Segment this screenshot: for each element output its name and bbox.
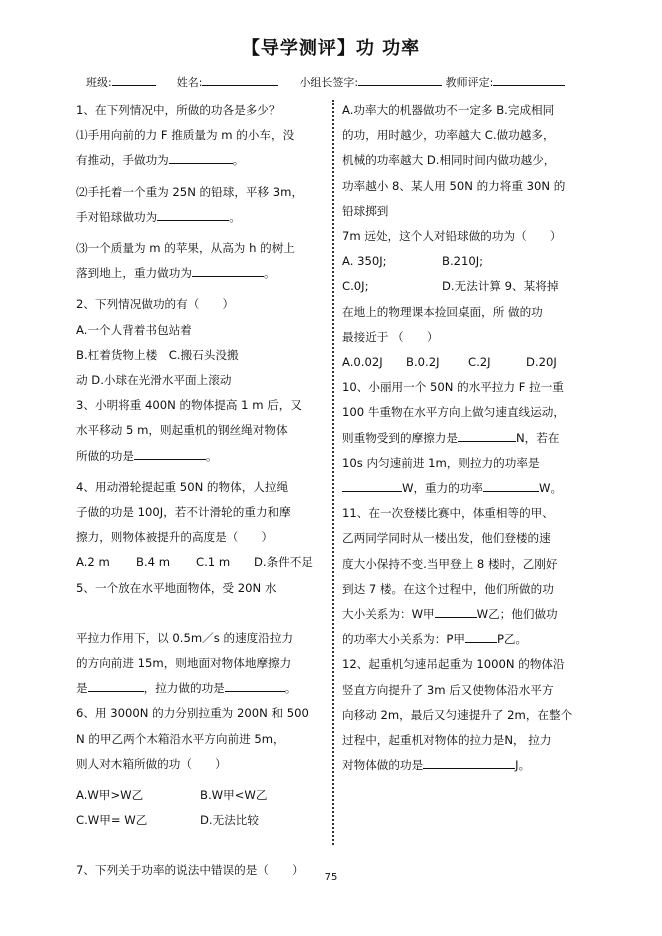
question-2: 2、下列情况做功的有（ ） — [76, 297, 235, 312]
q2-option-d: 动 D.小球在光滑水平面上滚动 — [76, 373, 232, 388]
teacher-label: 教师评定: — [445, 76, 494, 89]
q7-q8-line: 功率越小 8、某人用 50N 的力将重 30N 的 — [342, 178, 566, 193]
q1-part3-line1: ⑶一个质量为 m 的苹果，从高为 h 的树上 — [76, 241, 295, 256]
answer-blank[interactable] — [483, 479, 539, 492]
leader-blank[interactable] — [358, 74, 442, 86]
q2-option-bc: B.杠着货物上楼 C.搬石头没搬 — [76, 347, 239, 362]
q6-options-ab: A.W甲>W乙 B.W甲<W乙 — [76, 788, 268, 803]
q7-options-line1: A.功率大的机器做功不一定多 B.完成相同 — [342, 103, 555, 117]
answer-blank[interactable] — [342, 479, 402, 492]
q2-option-a: A.一个人背着书包站着 — [76, 322, 192, 337]
question-4-line2: 子做的功是 100J，若不计滑轮的重力和摩 — [76, 505, 291, 520]
question-11-line4: 到达 7 楼。在这个过程中，他们所做的功 — [342, 581, 554, 596]
header-info-row — [86, 74, 566, 90]
q1-part1-line1: ⑴手用向前的力 F 推质量为 m 的小车，没 — [76, 128, 295, 143]
q9-options: A.0.02J B.0.2J C.2J D.20J — [342, 355, 557, 370]
q8-line2: 铅球掷到 — [342, 203, 389, 218]
question-1: 1、在下列情况中，所做的功各是多少？ — [76, 103, 281, 117]
question-5-line2: 平拉力作用下，以 0.5m／s 的速度沿拉力 — [76, 630, 294, 645]
teacher-blank[interactable] — [493, 74, 565, 86]
answer-blank[interactable] — [88, 679, 144, 692]
question-12-line4: 过程中，起重机对物体的拉力是N， 拉力 — [342, 733, 552, 748]
answer-blank[interactable] — [435, 605, 477, 618]
answer-blank[interactable] — [192, 264, 264, 277]
name-label: 姓名: — [176, 76, 203, 89]
question-6-line1: 6、用 3000N 的力分别拉重为 200N 和 500 — [76, 706, 309, 721]
q6-options-cd: C.W甲= W乙 D.无法比较 — [76, 813, 259, 828]
question-4-line1: 4、用动滑轮提起重 50N 的物体，人拉绳 — [76, 479, 289, 494]
question-5-line4: 是 ，拉力做的功是 。 — [76, 681, 297, 696]
answer-blank[interactable] — [157, 208, 229, 221]
question-12-line5: 对物体做的功是 J。 — [342, 758, 531, 773]
question-3-line3: 所做的功是 。 — [76, 448, 218, 463]
question-12-line1: 12、起重机匀速吊起重为 1000N 的物体沿 — [342, 657, 565, 672]
answer-blank[interactable] — [225, 679, 285, 692]
question-11-line6: 的功率大小关系为：P甲 P乙。 — [342, 632, 528, 647]
q7-options-line2: 的功，用时越少，功率越大 C.做功越多， — [342, 128, 555, 143]
answer-blank[interactable] — [134, 447, 206, 460]
question-11-line5: 大小关系为：W甲 W乙；他们做功 — [342, 607, 558, 622]
q1-part3-line2: 落到地上，重力做功为 。 — [76, 266, 276, 281]
q1-part2-line1: ⑵手托着一个重为 25N 的铅球，平移 3m， — [76, 184, 304, 199]
leader-label: 小组长签字: — [299, 76, 359, 89]
class-blank[interactable] — [112, 74, 156, 86]
q7-options-line3: 机械的功率越大 D.相同时间内做功越少， — [342, 153, 556, 168]
answer-blank[interactable] — [465, 630, 497, 643]
question-11-line3: 度大小保持不变.当甲登上 8 楼时，乙刚好 — [342, 556, 558, 571]
question-10-line2: 100 牛重物在水平方向上做匀速直线运动， — [342, 405, 565, 420]
q9-line2: 在地上的物理课本捡回桌面，所 做的功 — [342, 304, 543, 319]
question-3-line1: 3、小明将重 400N 的物体提高 1 m 后，又 — [76, 398, 302, 413]
answer-blank[interactable] — [169, 151, 233, 164]
name-blank[interactable] — [202, 74, 278, 86]
right-column — [342, 98, 592, 778]
question-10-line1: 10、小丽用一个 50N 的水平拉力 F 拉一重 — [342, 380, 564, 395]
question-6-line3: 则人对木箱所做的功（ ） — [76, 756, 227, 771]
q8-line3: 7m 远处，这个人对铅球做的功为（ ） — [342, 229, 562, 244]
answer-blank[interactable] — [423, 756, 515, 769]
question-5-line3: 的方向前进 15m，则地面对物体地摩擦力 — [76, 656, 292, 671]
question-12-line3: 向移动 2m，最后又匀速提升了 2m，在整个 — [342, 707, 573, 722]
question-12-line2: 竖直方向提升了 3m 后又使物体沿水平方 — [342, 682, 554, 697]
question-10-line3: 则重物受到的摩擦力是 N，若在 — [342, 430, 560, 445]
q8-options-cd: C.0J; D.无法计算 9、某将掉 — [342, 279, 559, 294]
q4-options: A.2 m B.4 m C.1 m D.条件不足 — [76, 555, 313, 570]
class-label: 班级: — [86, 76, 112, 89]
page-number: 75 — [324, 872, 338, 883]
question-10-line5: W，重力的功率 W。 — [342, 476, 592, 501]
q1-part1-line2: 有推动，手做功为 。 — [76, 153, 245, 168]
left-column — [76, 98, 328, 884]
q8-options-ab: A. 350J; B.210J; — [342, 254, 484, 269]
question-7: 7、下列关于功率的说法中错误的是（ ） — [76, 863, 304, 878]
answer-blank[interactable] — [458, 429, 516, 442]
q1-part2-line2: 手对铅球做功为 。 — [76, 209, 241, 224]
question-3-line2: 水平移动 5 m，则起重机的钢丝绳对物体 — [76, 423, 288, 438]
column-divider — [332, 100, 334, 845]
question-11-line1: 11、在一次登楼比赛中，体重相等的甲、 — [342, 506, 554, 521]
question-4-line3: 擦力，则物体被提升的高度是（ ） — [76, 530, 274, 545]
q9-line3: 最接近于 （ ） — [342, 329, 439, 344]
question-10-line4: 10s 内匀速前进 1m，则拉力的功率是 — [342, 455, 540, 470]
question-6-line2: N 的甲乙两个木箱沿水平方向前进 5m， — [76, 731, 285, 746]
question-11-line2: 乙两同学同时从一楼出发，他们登楼的速 — [342, 531, 551, 546]
page-title: 【导学测评】功 功率 — [241, 38, 421, 59]
question-5-line1: 5、一个放在水平地面物体，受 20N 水 — [76, 580, 277, 595]
